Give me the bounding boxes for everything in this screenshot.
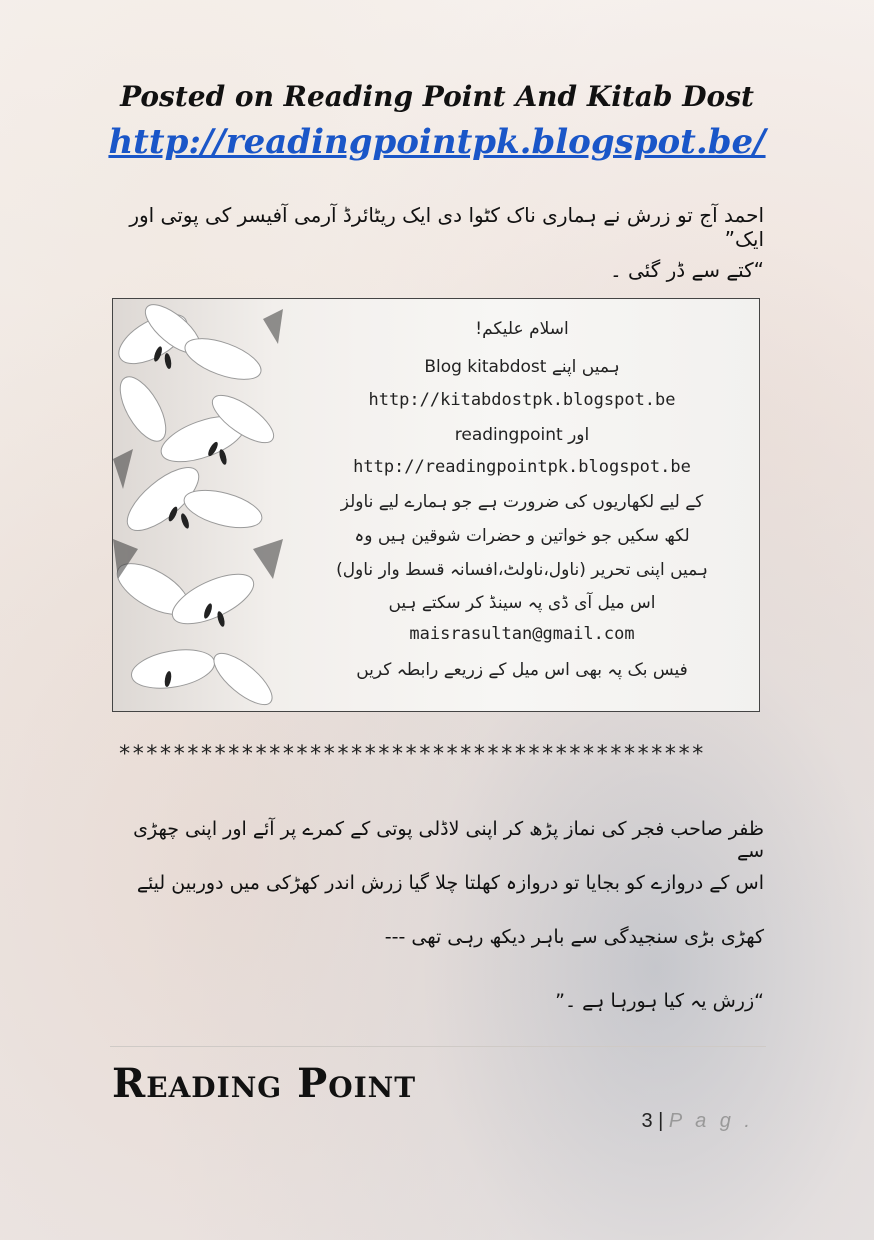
- notice-line-writers-needed: کے لیے لکھاریوں کی ضرورت ہے جو ہمارے لیے ناولز: [340, 492, 704, 512]
- section-separator: *******************************************: [118, 742, 705, 767]
- page-number: [641, 1110, 754, 1133]
- footer-divider: [110, 1046, 766, 1047]
- story-dialogue-line: “زرش یہ کیا ہورہا ہے ۔”: [555, 990, 764, 1012]
- story-paragraph-line-3: کھڑی بڑی سنجیدگی سے باہر دیکھ رہی تھی ---: [384, 926, 764, 948]
- posted-on-header: Posted on Reading Point And Kitab Dost: [120, 80, 754, 113]
- opening-quote-line-2: “کتے سے ڈر گئی ۔: [609, 258, 764, 282]
- story-paragraph-line-1: ظفر صاحب فجر کی نماز پڑھ کر اپنی لاڈلی پوتی کے کمرے پر آئے اور اپنی چھڑی سے: [133, 818, 764, 862]
- footer-brand-logo: Reading Point: [112, 1060, 417, 1107]
- notice-line-readingpoint: اور readingpoint: [454, 425, 590, 445]
- notice-line-kitabdost-url: http://kitabdostpk.blogspot.be: [368, 390, 676, 410]
- opening-quote-line-1: احمد آج تو زرش نے ہماری ناک کٹوا دی ایک ریٹائرڈ آرمی آفیسر کی پوتی اور ایک”: [129, 203, 764, 251]
- page-label: P a g .: [668, 1110, 754, 1132]
- notice-line-blog: ہمیں اپنے Blog kitabdost: [424, 357, 620, 377]
- notice-line-readingpoint-url: http://readingpointpk.blogspot.be: [353, 457, 691, 477]
- blog-url-link[interactable]: http://readingpointpk.blogspot.be/: [108, 122, 766, 162]
- lily-flowers-graphic: [113, 299, 283, 711]
- notice-line-send-to-mail: اس میل آی ڈی پہ سینڈ کر سکتے ہیں: [388, 593, 656, 613]
- recruitment-notice-image: [112, 298, 760, 712]
- notice-line-interested: لکھ سکیں جو خواتین و حضرات شوقین ہیں وہ: [354, 526, 690, 546]
- notice-line-greeting: اسلام علیکم!: [475, 319, 569, 339]
- notice-line-writing-types: ہمیں اپنی تحریر (ناول،ناولٹ،افسانہ قسط وار ناول): [336, 560, 708, 580]
- story-paragraph-line-2: اس کے دروازے کو بجایا تو دروازہ کھلتا چلا گیا زرش اندر کھڑکی میں دوربین لیئے: [136, 872, 764, 894]
- notice-line-email: maisrasultan@gmail.com: [409, 624, 635, 644]
- notice-line-facebook-contact: فیس بک پہ بھی اس میل کے زریعے رابطہ کریں: [356, 660, 688, 680]
- page-number-separator: |: [658, 1110, 664, 1132]
- page-number-value: 3: [641, 1110, 653, 1132]
